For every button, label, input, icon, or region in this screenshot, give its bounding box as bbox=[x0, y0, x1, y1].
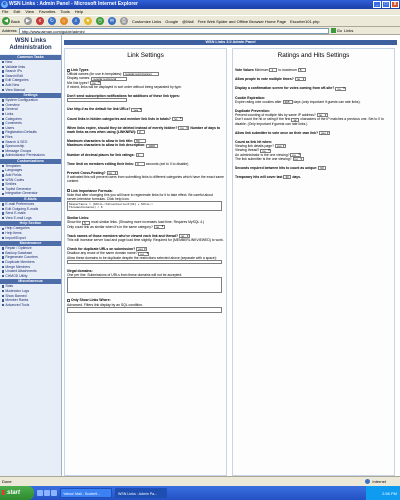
count-hidden-setting: Count links in hidden categories and member link lists in totals? no ▾ bbox=[65, 117, 226, 121]
sidebar-item-label: Sponsorship bbox=[5, 144, 25, 149]
bullet-icon bbox=[2, 66, 4, 68]
bullet-icon bbox=[2, 228, 4, 230]
similar-links-setting: Similar Links: Show the 5 most similar links. (Showing more increases load time. Requires MySQL 4.) Only count link as similar when it's in the same category? no ▾ bbox=[65, 216, 226, 229]
similar-count-input[interactable]: 5 bbox=[82, 221, 90, 225]
bullet-icon bbox=[2, 89, 4, 91]
status-bar bbox=[0, 476, 400, 486]
back-button[interactable]: ◀ Back bbox=[2, 17, 20, 25]
sidebar-item-label: Files bbox=[5, 134, 13, 139]
bullet-icon bbox=[2, 118, 4, 120]
count-hit-setting: Count as link hit when: Viewing link details page? yes ▾ Viewing thread? no ▾ An administrator is the one viewing? no ▾ The link submitter is the one viewing? no ▾ bbox=[233, 140, 394, 161]
back-arrow-icon: ◀ bbox=[2, 17, 10, 25]
internet-explorer-icon: e bbox=[1, 1, 8, 8]
bullet-icon bbox=[2, 79, 4, 81]
duplicate-allowed-domains-input[interactable] bbox=[67, 260, 222, 264]
window-titlebar bbox=[0, 0, 400, 9]
sidebar-item-label: Overview bbox=[5, 102, 20, 107]
multiple-votes-setting: Allow people to vote multiple times? no ▾ bbox=[233, 77, 394, 81]
sidebar-item-label: Categories bbox=[5, 116, 22, 121]
bullet-icon bbox=[2, 179, 4, 181]
bullet-icon bbox=[2, 165, 4, 167]
history-button[interactable] bbox=[96, 17, 104, 25]
sidebar-item-label: Help Categories bbox=[5, 226, 30, 231]
similar-same-category-select[interactable]: no ▾ bbox=[154, 225, 165, 229]
taskbar-wsn-links[interactable]: WSN Links : Admin Pa... bbox=[115, 488, 167, 498]
sidebar-item-label: Send E-mails bbox=[5, 211, 26, 216]
admin-main bbox=[64, 35, 397, 476]
track-viewers-select[interactable]: no ▾ bbox=[179, 234, 190, 238]
home-icon: ⌂ bbox=[60, 17, 68, 25]
admin-sidebar bbox=[0, 35, 62, 476]
track-viewers-setting: Track names of those members who've viewed each link and thread? no ▾ This will increase server load and page load time slightly. Required for {MEMBERLINKVIEWED} to work. bbox=[65, 234, 226, 242]
link-mail[interactable]: @Mail bbox=[182, 18, 194, 24]
forward-arrow-icon: ▶ bbox=[24, 17, 32, 25]
sidebar-item-label: System Configuration bbox=[5, 98, 38, 103]
offsite-confirm-select[interactable]: no ▾ bbox=[335, 87, 346, 91]
bullet-icon bbox=[2, 295, 4, 297]
browser-toolbar bbox=[0, 15, 400, 27]
sidebar-item[interactable] bbox=[0, 274, 61, 279]
bullet-icon bbox=[2, 217, 4, 219]
start-button[interactable]: start bbox=[0, 486, 34, 500]
minimize-button[interactable]: _ bbox=[373, 1, 381, 8]
count-submitter-select[interactable]: no ▾ bbox=[293, 157, 304, 161]
display-names-input[interactable]: regular,reciprocal bbox=[91, 77, 127, 81]
sidebar-item-label: View Manual bbox=[5, 87, 25, 92]
sidebar-item-label: Show Banned bbox=[5, 293, 27, 298]
bullet-icon bbox=[2, 136, 4, 138]
sidebar-item-label: Links bbox=[5, 111, 14, 116]
ip-chars-input[interactable]: 12 bbox=[291, 118, 299, 122]
sidebar-item-label: Search IPs bbox=[5, 69, 22, 74]
vote-values-setting: Vote Values Minimum 1 to maximum 5 bbox=[233, 68, 394, 72]
bullet-icon bbox=[2, 304, 4, 306]
bullet-icon bbox=[2, 122, 4, 124]
menu-file[interactable]: File bbox=[2, 9, 9, 14]
windows-flag-icon bbox=[2, 490, 7, 495]
sidebar-item[interactable] bbox=[0, 191, 61, 196]
sidebar-item-label: View E-mail Logs bbox=[5, 215, 32, 220]
sidebar-item-label: New bbox=[5, 60, 13, 64]
mail-button[interactable] bbox=[108, 17, 116, 25]
sidebar-item-label: Integration Generator bbox=[5, 191, 38, 196]
unique-seconds-setting: Seconds required between hits to count as unique: 60 bbox=[233, 166, 394, 170]
cookie-days-input[interactable]: 365 bbox=[283, 100, 293, 104]
address-input[interactable]: http://www.aiman.com/guide/admin/ bbox=[19, 28, 329, 34]
status-text: Done bbox=[2, 479, 12, 484]
sidebar-item-label: WSN Codes bbox=[5, 177, 25, 182]
search-button[interactable] bbox=[72, 17, 80, 25]
bullet-icon bbox=[2, 290, 4, 292]
self-vote-setting: Allow link submitter to vote once on their own link? yes ▾ bbox=[233, 131, 394, 135]
sidebar-item-label: Backup Database bbox=[5, 250, 33, 255]
sidebar-item-label: Add New bbox=[5, 82, 20, 87]
sidebar-section-heading: Settings bbox=[0, 93, 61, 98]
sidebar-item-label: E-mail Preferences bbox=[5, 202, 35, 207]
bullet-icon bbox=[2, 75, 4, 77]
bullet-icon bbox=[2, 84, 4, 86]
security-zone: Internet bbox=[365, 477, 400, 486]
decimal-places-input[interactable]: 2 bbox=[136, 153, 144, 157]
illegal-domains-textarea[interactable] bbox=[67, 277, 222, 293]
sidebar-item-label: Regenerate Counters bbox=[5, 255, 38, 260]
bullet-icon bbox=[2, 70, 4, 72]
multiple-votes-select[interactable]: no ▾ bbox=[295, 77, 306, 81]
duplicate-urls-select[interactable]: yes ▾ bbox=[136, 247, 147, 251]
sidebar-item-label: Edit Outgoing E-mails bbox=[5, 206, 39, 211]
sidebar-item-label: Repair / Optimize bbox=[5, 246, 32, 251]
sidebar-item-label: Search & SEO bbox=[5, 139, 28, 144]
sidebar-item-label: Toplist Generator bbox=[5, 186, 32, 191]
bullet-icon bbox=[2, 266, 4, 268]
bullet-icon bbox=[2, 256, 4, 258]
link-customize[interactable]: Customize Links bbox=[131, 18, 162, 24]
count-admin-select[interactable]: no ▾ bbox=[290, 153, 301, 157]
edit-time-limit-input[interactable]: 0 bbox=[135, 162, 145, 166]
search-icon: ⌕ bbox=[72, 17, 80, 25]
bullet-icon bbox=[2, 237, 4, 239]
panel-title: WSN Links 3.0 Admin Panel bbox=[64, 40, 397, 45]
menu-favorites[interactable]: Favorites bbox=[38, 9, 56, 14]
expire-setting: When links expire, should they be deleted instead of merely hidden? no ▾ Number of days to mark links as new when using {LINKNEW}: 2 bbox=[65, 126, 226, 134]
bullet-icon bbox=[2, 193, 4, 195]
refresh-icon: ↻ bbox=[49, 18, 54, 24]
edit-time-limit-setting: Time limit on members editing their links: 0 seconds (set to 0 to disable) bbox=[67, 161, 189, 166]
bullet-icon bbox=[2, 270, 4, 272]
bullet-icon bbox=[2, 104, 4, 106]
sidebar-item-label: Users bbox=[5, 125, 15, 130]
taskbar-yahoo-mail[interactable]: Yahoo! Mail - Scube9... bbox=[60, 488, 112, 498]
link-types-input[interactable]: regular,recip,banner bbox=[123, 72, 159, 76]
sidebar-item-label: Help Items bbox=[5, 231, 22, 235]
count-thread-select[interactable]: no ▾ bbox=[260, 149, 271, 153]
sidebar-section-heading: Common Tasks bbox=[0, 55, 61, 60]
tray-clock: 2:56 PM bbox=[382, 490, 397, 496]
suppress-notifications-input[interactable] bbox=[67, 98, 127, 102]
only-show-links-input[interactable] bbox=[67, 307, 222, 313]
temporary-hits-setting: Temporary hits will cover last 30 days. bbox=[235, 175, 302, 180]
window-title: WSN Links : Admin Panel - Microsoft Internet Explorer bbox=[9, 1, 138, 7]
sidebar-section-heading: Customizations bbox=[0, 159, 61, 164]
sidebar-sections bbox=[0, 55, 61, 307]
sidebar-section-heading: Miscellaneous bbox=[0, 279, 61, 284]
bullet-icon bbox=[2, 174, 4, 176]
max-description-input[interactable]: 1000 bbox=[146, 144, 158, 148]
printer-icon: ⎙ bbox=[121, 18, 126, 24]
menu-view[interactable]: View bbox=[25, 9, 34, 14]
bullet-icon bbox=[2, 145, 4, 147]
sidebar-item-label: Templates bbox=[5, 163, 21, 168]
bullet-icon bbox=[2, 203, 4, 205]
sidebar-item[interactable] bbox=[0, 236, 61, 241]
favorites-button[interactable] bbox=[84, 17, 92, 25]
sidebar-item-label: Advanced Tools bbox=[5, 302, 30, 307]
sidebar-item-label: Merge Members bbox=[5, 264, 31, 269]
ratings-settings-heading: Ratings and Hits Settings bbox=[277, 52, 350, 59]
quick-launch bbox=[37, 490, 57, 496]
sidebar-item-label: Moderator Logs bbox=[5, 288, 30, 293]
max-title-input[interactable]: 50 bbox=[134, 139, 146, 143]
sidebar-item[interactable] bbox=[0, 303, 61, 308]
duplicate-prevention-setting: Duplicate Prevention: Prevent counting of multiple hits by same IP address? no ▾ Don't count the hit or rating if the first 12 characters of the IP matches a previous one. Set to 0 to disable. (Only important if guests can rate links.) bbox=[233, 109, 394, 126]
quick-launch-icon[interactable] bbox=[51, 490, 57, 496]
links-label: Links bbox=[344, 28, 354, 33]
system-tray bbox=[366, 486, 400, 500]
sidebar-brand: WSN Links Administration bbox=[0, 35, 61, 54]
bullet-icon bbox=[2, 299, 4, 301]
default-http-setting: Use http:// as the default for link URLs? yes ▾ bbox=[65, 107, 226, 111]
expire-select[interactable]: no ▾ bbox=[178, 126, 189, 130]
suppress-notifications-setting: Don't send subscription notifications for additions of these link types: bbox=[65, 94, 226, 102]
bullet-icon bbox=[2, 232, 4, 234]
maximize-button[interactable]: □ bbox=[382, 1, 390, 8]
home-button[interactable] bbox=[60, 17, 68, 25]
sidebar-item-label: Import/Export bbox=[5, 235, 26, 240]
sidebar-item-label: Registration Defaults bbox=[5, 130, 37, 135]
sidebar-item-label: Comments bbox=[5, 121, 22, 126]
sidebar-item-label: Edit Categories bbox=[5, 78, 29, 83]
bullet-icon bbox=[2, 108, 4, 110]
stop-icon: x bbox=[36, 17, 44, 25]
bullet-icon bbox=[2, 127, 4, 129]
bullet-icon bbox=[2, 285, 4, 287]
menu-tools[interactable]: Tools bbox=[60, 9, 70, 14]
sidebar-item[interactable] bbox=[0, 153, 61, 158]
duplicate-domain-select[interactable]: no ▾ bbox=[138, 252, 149, 256]
bullet-icon bbox=[2, 183, 4, 185]
refresh-button[interactable] bbox=[48, 17, 56, 25]
cross-posting-setting: Prevent Cross-Posting? no ▾ If activated this will prevent users from submitting links to different categories which have the exact same content. bbox=[65, 171, 226, 184]
sidebar-item-label: Message Groups bbox=[5, 148, 32, 153]
bullet-icon bbox=[2, 261, 4, 263]
link-settings-column bbox=[64, 48, 227, 476]
sidebar-item[interactable] bbox=[0, 88, 61, 93]
illegal-domains-setting: Illegal domains: One per line. Submissions of URLs from these domains will not be accepted. bbox=[65, 269, 226, 293]
self-vote-select[interactable]: yes ▾ bbox=[319, 131, 330, 135]
unique-seconds-input[interactable]: 60 bbox=[318, 166, 326, 170]
days-new-input[interactable]: 2 bbox=[137, 130, 145, 134]
link-spider[interactable]: Free Web Spider and Offline Browser Home Page bbox=[197, 18, 287, 24]
bullet-icon bbox=[2, 252, 4, 254]
duplicate-ip-select[interactable]: no ▾ bbox=[317, 113, 328, 117]
importance-formula-setting: Link Importance Formula: Note that after changing this you will have to regenerate links for it to take effect. Be careful about server-intensive formulas. Click help icon. $importance = ($this->hitsoutpercent(60) + $this-> finemaintenance) / 6 bbox=[65, 189, 226, 212]
vote-max-input[interactable]: 5 bbox=[298, 68, 306, 72]
max-chars-setting: Maximum characters to allow in link title: 50 Maximum characters to allow in link description: 1000 bbox=[65, 139, 226, 147]
duplicate-urls-setting: Check for duplicate URLs on submission? yes ▾ Disallow any reuse of the same domain name? no ▾ Allow these domains to be duplicate despite the restrictions selected above (separate with a space): bbox=[65, 247, 226, 264]
bullet-icon bbox=[2, 141, 4, 143]
sidebar-item-label: Validate links bbox=[5, 64, 26, 69]
importance-formula-textarea[interactable]: $importance = ($this->hitsoutpercent(60) + $this-> finemaintenance) / 6 bbox=[67, 201, 222, 211]
history-icon: ◷ bbox=[97, 18, 103, 24]
sidebar-item-label: Smilies bbox=[5, 182, 17, 187]
offsite-confirm-setting: Display a confirmation screen for votes coming from off-site? no ▾ bbox=[233, 86, 394, 90]
bullet-icon bbox=[2, 131, 4, 133]
bullet-icon bbox=[2, 113, 4, 115]
link-google[interactable]: Google bbox=[165, 18, 179, 24]
only-show-links-setting: Only Show Links Where: Advanced. Filters link display by an SQL condition. bbox=[65, 298, 226, 312]
bullet-icon bbox=[2, 61, 4, 63]
forward-button[interactable] bbox=[24, 17, 32, 25]
bullet-icon bbox=[2, 212, 4, 214]
bullet-icon bbox=[2, 208, 4, 210]
sidebar-section-heading: E-Mails bbox=[0, 197, 61, 202]
sidebar-item-label: Stats bbox=[5, 284, 14, 289]
default-http-select[interactable]: yes ▾ bbox=[131, 108, 142, 112]
sidebar-item-label: Languages bbox=[5, 168, 23, 173]
page-content bbox=[0, 35, 400, 476]
sidebar-item-label: Unused Attachments bbox=[5, 269, 37, 274]
bullet-icon bbox=[2, 150, 4, 152]
bullet-icon bbox=[2, 154, 4, 156]
sidebar-section-heading: Maintenance bbox=[0, 241, 61, 246]
window-controls bbox=[373, 1, 399, 8]
bullet-icon bbox=[2, 99, 4, 101]
sidebar-item-label: Search/Edit bbox=[5, 73, 23, 78]
quick-launch-icon[interactable] bbox=[37, 490, 43, 496]
vote-min-input[interactable]: 1 bbox=[269, 68, 277, 72]
temporary-hits-input[interactable]: 30 bbox=[283, 175, 291, 179]
link-settings-heading: Link Settings bbox=[127, 52, 164, 59]
decimal-places-setting: Number of decimal places for link ratings: 2 bbox=[65, 153, 226, 157]
count-hidden-select[interactable]: no ▾ bbox=[172, 117, 183, 121]
cookie-expiration-setting: Cookie Expiration: Expire rating vote cookies after 365 days (only important if guests can rate links). bbox=[235, 95, 361, 104]
bullet-icon bbox=[2, 188, 4, 190]
count-details-select[interactable]: yes ▾ bbox=[275, 144, 286, 148]
globe-icon bbox=[365, 479, 370, 484]
print-button[interactable] bbox=[120, 17, 128, 25]
sidebar-item-label: Administrator Permissions bbox=[5, 153, 45, 158]
importance-checkbox[interactable] bbox=[67, 189, 70, 192]
menu-edit[interactable]: Edit bbox=[13, 9, 21, 14]
taskbar bbox=[0, 486, 400, 500]
ratings-settings-column bbox=[232, 48, 395, 476]
menu-help[interactable]: Help bbox=[74, 9, 83, 14]
link-types-setting: Link Types Official names (for use in templates): regular,recip,banner Display names: regular,reciprocal Mix link types? no ▾ If mixed, links will be displayed in sort order without being separated by type. bbox=[65, 68, 226, 89]
only-show-links-checkbox[interactable] bbox=[67, 299, 70, 302]
star-icon: ★ bbox=[85, 18, 91, 24]
sidebar-item-label: Duplicate Members bbox=[5, 259, 35, 264]
close-button[interactable]: x bbox=[391, 1, 399, 8]
go-arrow-icon bbox=[331, 28, 336, 33]
stop-button[interactable] bbox=[36, 17, 44, 25]
quick-launch-icon[interactable] bbox=[44, 490, 50, 496]
sidebar-item-label: General bbox=[5, 107, 18, 112]
cross-posting-select[interactable]: no ▾ bbox=[107, 171, 118, 175]
mix-link-types-select[interactable]: no ▾ bbox=[90, 81, 101, 85]
bullet-icon bbox=[2, 170, 4, 172]
mail-icon: ✉ bbox=[109, 18, 114, 24]
sidebar-item-label: CHMOD Utility bbox=[5, 273, 28, 278]
bullet-icon bbox=[2, 275, 4, 277]
address-bar bbox=[0, 27, 400, 35]
bullet-icon bbox=[2, 247, 4, 249]
address-label: Address bbox=[2, 28, 17, 33]
sidebar-item-label: Member Ranks bbox=[5, 298, 29, 303]
link-escorter[interactable]: Escorter101.php bbox=[290, 18, 320, 24]
go-button[interactable]: Go bbox=[331, 28, 342, 33]
sidebar-item-label: Add Fields bbox=[5, 173, 22, 178]
sidebar-item[interactable] bbox=[0, 216, 61, 221]
link-types-checkbox[interactable] bbox=[67, 69, 70, 72]
sidebar-section-heading: Help Section bbox=[0, 221, 61, 226]
